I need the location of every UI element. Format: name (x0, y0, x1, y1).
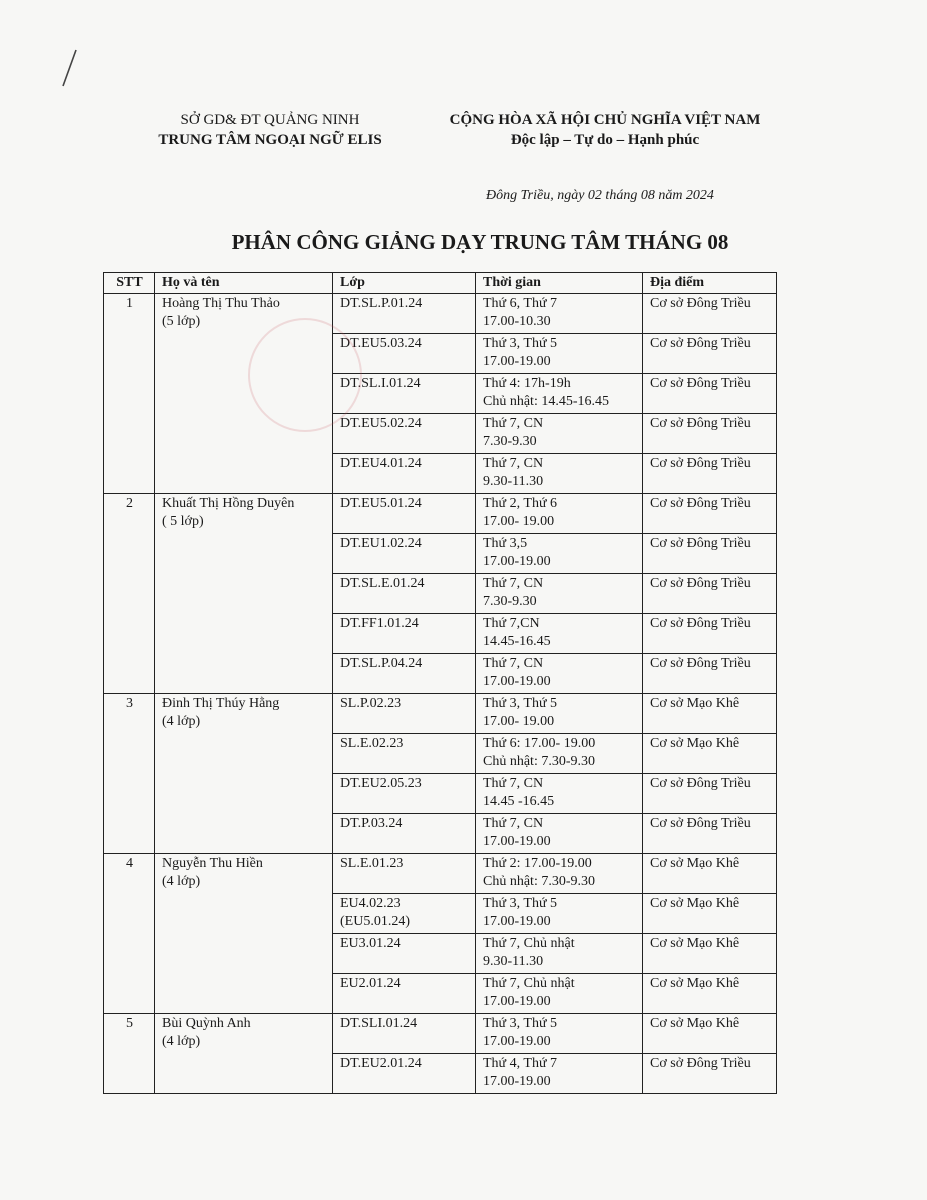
place-cell: Cơ sở Mạo Khê (643, 734, 777, 774)
class-code-cell: DT.SL.P.01.24 (333, 294, 476, 334)
teacher-name: Hoàng Thị Thu Thảo (162, 296, 280, 311)
place-cell: Cơ sở Đông Triều (643, 614, 777, 654)
time-cell: Thứ 3, Thứ 5 17.00-19.00 (476, 1014, 643, 1054)
place-cell: Cơ sở Đông Triều (643, 334, 777, 374)
col-header-place: Địa điểm (643, 273, 777, 294)
place-cell: Cơ sở Mạo Khê (643, 894, 777, 934)
place-cell: Cơ sở Đông Triều (643, 1054, 777, 1094)
class-code-cell: EU2.01.24 (333, 974, 476, 1014)
stt-cell: 5 (104, 1014, 155, 1094)
class-count: (4 lớp) (162, 1034, 201, 1049)
time-cell: Thứ 7, CN 17.00-19.00 (476, 814, 643, 854)
time-cell: Thứ 7,CN 14.45-16.45 (476, 614, 643, 654)
class-code-cell: DT.EU2.01.24 (333, 1054, 476, 1094)
time-cell: Thứ 6, Thứ 7 17.00-10.30 (476, 294, 643, 334)
place-cell: Cơ sở Mạo Khê (643, 1014, 777, 1054)
class-code-cell: DT.EU5.03.24 (333, 334, 476, 374)
teacher-name: Nguyễn Thu Hiền (162, 856, 263, 871)
place-cell: Cơ sở Mạo Khê (643, 974, 777, 1014)
time-cell: Thứ 7, CN 14.45 -16.45 (476, 774, 643, 814)
class-count: (4 lớp) (162, 874, 201, 889)
teacher-cell (155, 494, 333, 694)
table-header-row (104, 273, 777, 294)
class-count: (5 lớp) (162, 314, 201, 329)
time-cell: Thứ 7, CN 17.00-19.00 (476, 654, 643, 694)
class-code-cell: EU3.01.24 (333, 934, 476, 974)
time-cell: Thứ 7, CN 7.30-9.30 (476, 414, 643, 454)
table-body (104, 294, 777, 1094)
class-count: (4 lớp) (162, 714, 201, 729)
class-code-cell: DT.EU5.02.24 (333, 414, 476, 454)
class-code-cell: DT.FF1.01.24 (333, 614, 476, 654)
time-cell: Thứ 3, Thứ 5 17.00-19.00 (476, 334, 643, 374)
place-cell: Cơ sở Đông Triều (643, 294, 777, 334)
place-cell: Cơ sở Đông Triều (643, 774, 777, 814)
teacher-cell (155, 694, 333, 854)
class-code-cell: SL.P.02.23 (333, 694, 476, 734)
time-cell: Thứ 2: 17.00-19.00 Chủ nhật: 7.30-9.30 (476, 854, 643, 894)
class-code-cell: EU4.02.23 (EU5.01.24) (333, 894, 476, 934)
time-cell: Thứ 3, Thứ 5 17.00-19.00 (476, 894, 643, 934)
class-code-cell: DT.EU4.01.24 (333, 454, 476, 494)
national-header (420, 110, 790, 150)
time-cell: Thứ 7, CN 9.30-11.30 (476, 454, 643, 494)
agency-name: TRUNG TÂM NGOẠI NGỮ ELIS (158, 132, 382, 148)
time-cell: Thứ 4: 17h-19h Chủ nhật: 14.45-16.45 (476, 374, 643, 414)
teacher-name: Đinh Thị Thúy Hằng (162, 696, 280, 711)
stt-cell: 3 (104, 694, 155, 854)
class-code-cell: DT.SL.E.01.24 (333, 574, 476, 614)
time-cell: Thứ 3, Thứ 5 17.00- 19.00 (476, 694, 643, 734)
time-cell: Thứ 7, CN 7.30-9.30 (476, 574, 643, 614)
class-code-cell: DT.EU5.01.24 (333, 494, 476, 534)
class-code-cell: DT.SL.P.04.24 (333, 654, 476, 694)
table-row (104, 1014, 777, 1054)
pen-stroke-mark (60, 48, 78, 88)
table-row (104, 294, 777, 334)
table-row (104, 494, 777, 534)
col-header-class: Lớp (333, 273, 476, 294)
time-cell: Thứ 2, Thứ 6 17.00- 19.00 (476, 494, 643, 534)
teacher-cell (155, 1014, 333, 1094)
col-header-name: Họ và tên (155, 273, 333, 294)
time-cell: Thứ 3,5 17.00-19.00 (476, 534, 643, 574)
class-code-cell: SL.E.02.23 (333, 734, 476, 774)
class-code-cell: DT.EU1.02.24 (333, 534, 476, 574)
place-cell: Cơ sở Đông Triều (643, 534, 777, 574)
stt-cell: 4 (104, 854, 155, 1014)
place-cell: Cơ sở Đông Triều (643, 574, 777, 614)
time-cell: Thứ 7, Chủ nhật 9.30-11.30 (476, 934, 643, 974)
faded-seal-stamp (248, 318, 362, 432)
national-motto: Độc lập – Tự do – Hạnh phúc (510, 132, 700, 148)
class-code-cell: DT.EU2.05.23 (333, 774, 476, 814)
stt-cell: 1 (104, 294, 155, 494)
col-header-stt: STT (104, 273, 155, 294)
class-code-cell: DT.P.03.24 (333, 814, 476, 854)
place-cell: Cơ sở Đông Triều (643, 374, 777, 414)
place-cell: Cơ sở Đông Triều (643, 654, 777, 694)
col-header-time: Thời gian (476, 273, 643, 294)
teacher-name: Khuất Thị Hồng Duyên (162, 496, 295, 511)
place-cell: Cơ sở Đông Triều (643, 414, 777, 454)
teacher-name: Bùi Quỳnh Anh (162, 1016, 251, 1031)
place-cell: Cơ sở Mạo Khê (643, 854, 777, 894)
national-title: CỘNG HÒA XÃ HỘI CHỦ NGHĨA VIỆT NAM (449, 112, 761, 128)
time-cell: Thứ 6: 17.00- 19.00 Chủ nhật: 7.30-9.30 (476, 734, 643, 774)
place-cell: Cơ sở Mạo Khê (643, 934, 777, 974)
date-line: Đông Triều, ngày 02 tháng 08 năm 2024 (486, 188, 714, 203)
agency-department: SỞ GD& ĐT QUẢNG NINH (180, 112, 360, 128)
agency-header (130, 110, 410, 150)
class-code-cell: DT.SL.I.01.24 (333, 374, 476, 414)
place-cell: Cơ sở Mạo Khê (643, 694, 777, 734)
table-row (104, 694, 777, 734)
time-cell: Thứ 7, Chủ nhật 17.00-19.00 (476, 974, 643, 1014)
stt-cell: 2 (104, 494, 155, 694)
place-cell: Cơ sở Đông Triều (643, 814, 777, 854)
class-count: ( 5 lớp) (162, 514, 204, 529)
table-row (104, 854, 777, 894)
class-code-cell: DT.SLI.01.24 (333, 1014, 476, 1054)
place-cell: Cơ sở Đông Triều (643, 454, 777, 494)
time-cell: Thứ 4, Thứ 7 17.00-19.00 (476, 1054, 643, 1094)
teacher-cell (155, 854, 333, 1014)
place-cell: Cơ sở Đông Triều (643, 494, 777, 534)
class-code-cell: SL.E.01.23 (333, 854, 476, 894)
document-title: PHÂN CÔNG GIẢNG DẠY TRUNG TÂM THÁNG 08 (231, 230, 729, 254)
teaching-schedule-table (103, 272, 777, 1094)
